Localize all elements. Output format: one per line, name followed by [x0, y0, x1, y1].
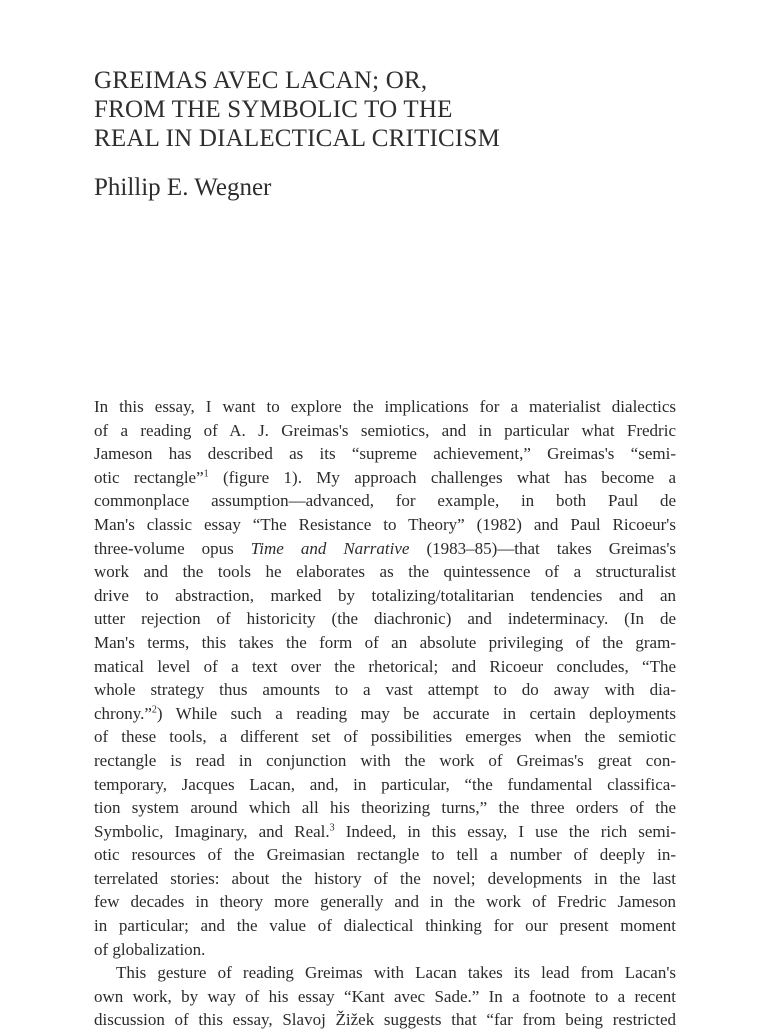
text-line — [94, 820, 676, 844]
text-line: of a reading of A. J. Greimas's semiotics, and in particular what Fredric — [94, 420, 676, 440]
text-line: discussion of this essay, Slavoj Žižek suggests that “far from being restricted — [94, 1010, 676, 1030]
text-line: work and the tools he elaborates as the quintessence of a structuralist — [94, 562, 676, 582]
author-name: Phillip E. Wegner — [94, 174, 272, 201]
text-run: chrony.” — [94, 703, 152, 723]
text-line: tion system around which all his theorizing turns,” the three orders of the — [94, 798, 676, 818]
text-run: ) While such a reading may be accurate in certain deployments — [156, 703, 676, 723]
text-run: (1983–85)—that takes Greimas's — [409, 538, 676, 558]
footnote-marker: 1 — [203, 468, 209, 480]
text-line: Jameson has described as its “supreme achievement,” Greimas's “semi- — [94, 444, 676, 464]
text-line: commonplace assumption—advanced, for example, in both Paul de — [94, 491, 676, 511]
text-line: terrelated stories: about the history of the novel; developments in the last — [94, 868, 676, 888]
text-line: This gesture of reading Greimas with Lacan takes its lead from Lacan's — [116, 963, 676, 983]
text-line — [94, 537, 676, 561]
text-line: temporary, Jacques Lacan, and, in particular, “the fundamental classifica- — [94, 774, 676, 794]
text-line: matical level of a text over the rhetorical; and Ricoeur concludes, “The — [94, 656, 676, 676]
article-title — [94, 66, 500, 153]
title-line: REAL IN DIALECTICAL CRITICISM — [94, 125, 500, 152]
text-run: otic rectangle” — [94, 467, 204, 487]
text-line: Man's terms, this takes the form of an absolute privileging of the gram- — [94, 632, 676, 652]
text-line: otic resources of the Greimasian rectangle to tell a number of deeply in- — [94, 845, 676, 865]
text-line: drive to abstraction, marked by totalizing/totalitarian tendencies and an — [94, 585, 676, 605]
book-title: Time and Narrative — [250, 538, 410, 558]
text-line: Man's classic essay “The Resistance to Theory” (1982) and Paul Ricoeur's — [94, 514, 676, 534]
text-line: In this essay, I want to explore the implications for a materialist dialectics — [94, 397, 676, 416]
text-line: own work, by way of his essay “Kant avec Sade.” In a footnote to a recent — [94, 986, 676, 1006]
text-line: whole strategy thus amounts to a vast attempt to do away with dia- — [94, 680, 676, 700]
title-line: GREIMAS AVEC LACAN; OR, — [94, 67, 428, 94]
text-run: Indeed, in this essay, I use the rich semi- — [334, 821, 677, 841]
text-line: in particular; and the value of dialectical thinking for our present moment — [94, 916, 676, 936]
text-run: Symbolic, Imaginary, and Real. — [94, 821, 330, 841]
text-line — [94, 466, 676, 490]
body-text — [94, 395, 676, 1032]
text-run: three-volume opus — [94, 538, 251, 558]
text-line: of these tools, a different set of possibilities emerges when the semiotic — [94, 727, 676, 747]
footnote-marker: 3 — [329, 822, 335, 834]
text-line: of globalization. — [94, 939, 206, 959]
footnote-marker: 2 — [151, 704, 157, 716]
text-line: few decades in theory more generally and in the work of Fredric Jameson — [94, 892, 676, 912]
text-line: utter rejection of historicity (the diachronic) and indeterminacy. (In de — [94, 609, 676, 629]
text-run: (figure 1). My approach challenges what has become a — [208, 467, 676, 487]
text-line — [94, 702, 676, 726]
text-line: rectangle is read in conjunction with the work of Greimas's great con- — [94, 750, 676, 770]
title-line: FROM THE SYMBOLIC TO THE — [94, 96, 453, 123]
